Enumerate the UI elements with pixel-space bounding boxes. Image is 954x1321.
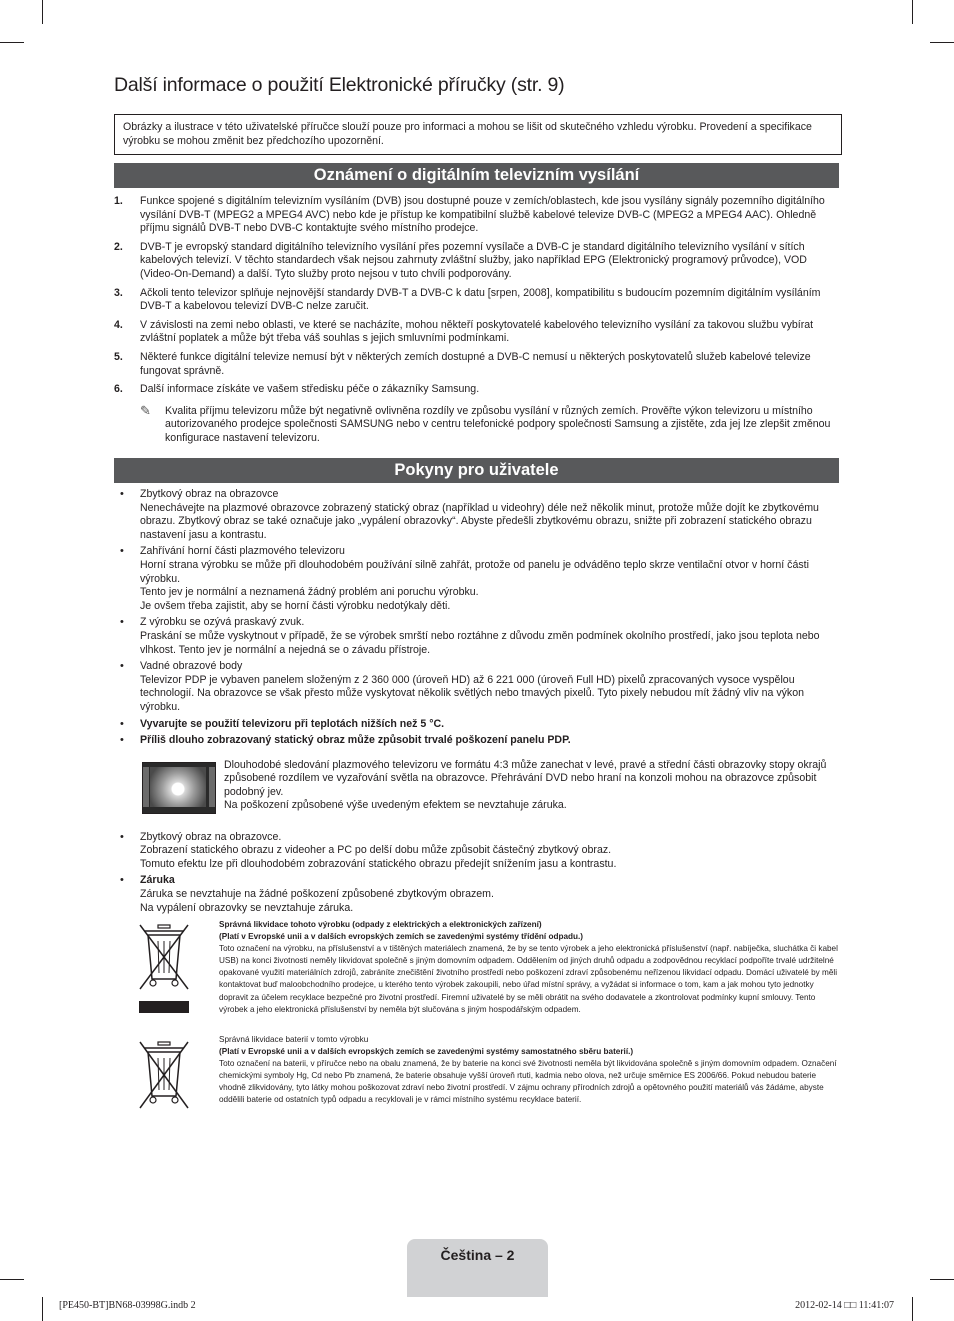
item-text: Funkce spojené s digitálním televizním vysíláním (DVB) jsou dostupné pouze v zemích/oblastech, kde jsou vysílány signály pozemního digitálního vysílání DVB-T (MPEG2 a MPEG4 AVC) nebo kde je přístup ke kompatibilní službě kabelové televize DVB-C (MPEG2 a MPEG4 AAC). Ohledně příjmu signálů DVB-T nebo DVB-C kontaktujte svého místního prodejce. (140, 195, 825, 235)
image-caption: Dlouhodobé sledování plazmového televizoru ve formátu 4:3 může zanechat v levé, pravé a střední části obrazovky stopy okrajů způsobené rozdílem ve vyzařování světla na obrazovce. Přehrávání DVD nebo hraní na konzoli mohou na obrazovce způsobit podobný jev. (224, 758, 827, 798)
disposal-subtitle: (Platí v Evropské unii a v dalších evropských zemích se zavedenými systémy třídění odpadu.) (219, 932, 584, 942)
crop-mark (912, 1297, 913, 1321)
bullet-title: Z výrobku se ozývá praskavý zvuk. (140, 616, 305, 629)
bullet-dot-icon: • (120, 488, 124, 500)
disposal-title: Správná likvidace baterií v tomto výrobku (219, 1035, 369, 1044)
bullet-title: Záruka (140, 874, 175, 887)
bullet-text: Zobrazení statického obrazu z videoher a PC po delší dobu může způsobit částečný zbytkový obraz. (140, 844, 612, 857)
page-label: Čeština – 2 (440, 1247, 515, 1263)
weee-disposal-block (114, 919, 838, 1016)
item-text: V závislosti na zemi nebo oblasti, ve které se nacházíte, mohou někteří poskytovatelé kabelového televizního vysílání za takovou službu vybírat zvláštní poplatek a může být třeba váš souhlas s jejich smluvními podmínkami. (140, 318, 814, 345)
bullet-text: Tomuto efektu lze při dlouhodobém zobrazování statického obrazu předejít snížením jasu a kontrastu. (140, 857, 617, 870)
bullet-title: Zbytkový obraz na obrazovce (140, 488, 279, 500)
item-text: Další informace získáte ve vašem středisku péče o zákazníky Samsung. (140, 383, 480, 396)
bullet-dot-icon: • (120, 545, 124, 558)
section-heading-user-instructions: Pokyny pro uživatele (114, 458, 839, 483)
list-item (114, 241, 838, 282)
disposal-title: Správná likvidace tohoto výrobku (odpady z elektrických a elektronických zařízení) (219, 920, 542, 929)
bullet-item (114, 545, 838, 613)
bullet-text: Praskání se může vyskytnout v případě, že se výrobek smrští nebo roztáhne z důvodu změn podmínek okolního prostředí, jako jsou teplota nebo vlhkost. Tento jev je normální a nejedná se o závadu přístroje. (140, 629, 820, 656)
crop-mark (930, 1279, 954, 1280)
bullet-text: Je ovšem třeba zajistit, aby se horní části výrobku nedotýkaly děti. (140, 599, 451, 612)
item-text: DVB-T je evropský standard digitálního televizního vysílání přes pozemní vysílače a DVB-C je standard digitálního televizního vysílání v sítích kabelových televizí. V těchto standardech však nejsou zahrnuty zvláštní služby, jako například EPG (Elektronický programový průvodce), VOD (Video-On-Demand) a další. Tyto služby proto nejsou v tuto chvíli podporovány. (140, 240, 807, 280)
list-item (114, 287, 838, 314)
crop-mark (930, 42, 954, 43)
bullet-item (114, 718, 838, 732)
bullet-text: Horní strana výrobku se může při dlouhodobém používání silně zahřát, protože od panelu je odváděno teplo skrze ventilační otvor v horní části výrobku. (140, 558, 809, 585)
disposal-subtitle: (Platí v Evropské unii a v dalších evropských zemích se zavedenými systémy samostatného sběru baterií.) (219, 1047, 634, 1057)
item-number: 3. (114, 286, 123, 299)
bullet-dot-icon: • (120, 717, 124, 730)
crossed-bin-icon (136, 923, 192, 1015)
item-number: 1. (114, 195, 123, 207)
page-title: Další informace o použití Elektronické příručky (str. 9) (114, 74, 565, 96)
item-number: 6. (114, 383, 123, 396)
bullet-title: Vyvarujte se použití televizoru při teplotách nižších než 5 °C. (140, 717, 445, 730)
bullet-dot-icon: • (120, 616, 124, 629)
bullet-title: Zbytkový obraz na obrazovce. (140, 830, 282, 843)
bullet-text: Tento jev je normální a neznamená žádný problém ani poruchu výrobku. (140, 586, 479, 599)
image-caption: Na poškození způsobené výše uvedeným efektem se nevztahuje záruka. (224, 799, 567, 812)
bullet-dot-icon: • (120, 830, 124, 843)
disposal-text: Toto označení na výrobku, na příslušenství a v tištěných materiálech znamená, že by se tento výrobek a jeho elektronická příslušenství (např. nabíječka, sluchátka či kabel USB) na konci životnosti neměly likvidovat společně s jiným domovním odpadem. Oddělením od jiných druhů odpadu a zodpovědnou recyklací podpoříte trvalé udržitelné opakované využití materiálních zdrojů, zabráníte znečištění životního prostředí nebo poškození zdraví způsobenému neřízenou likvidací odpadu. Domácí uživatelé by měli kontaktovat buď maloobchodního prodejce, u kterého tento výrobek zakoupili, nebo úřad místní správy, a vyžádat si informace o tom, kam a jak mohou tyto jednotky dopravit za účelem recyklace bezpečné pro životní prostředí. Firemní uživatelé by se měli obrátit na svého dodavatele a zkontrolovat podmínky kupní smlouvy. Tento výrobek a jeho elektronická příslušenství by neměla být slučována s jiným hospodářským odpadem. (219, 944, 838, 1014)
tv-screen-image (142, 762, 216, 814)
list-item (114, 195, 838, 236)
bullet-text: Záruka se nevztahuje na žádné poškození způsobené zbytkovým obrazem. (140, 888, 494, 901)
bullet-item (114, 616, 838, 657)
bullet-text: Televizor PDP je vybaven panelem složeným z 2 360 000 (úroveň HD) až 6 221 000 (úroveň Full HD) pixelů zpracovaných vysoce vyspělou technologií. Na obrazovce se však přesto může vyskytovat několik světlých nebo tmavých pixelů. Tyto pixely nebudou mít žádný vliv na výkon výrobku. (140, 673, 805, 713)
crop-mark (42, 1297, 43, 1321)
bullet-item (114, 660, 838, 714)
item-number: 2. (114, 240, 123, 253)
notice-box: Obrázky a ilustrace v této uživatelské příručce slouží pouze pro informaci a mohou se lišit od skutečného vzhledu výrobku. Provedení a specifikace výrobku se mohou změnit bez předchozího upozornění. (114, 114, 842, 155)
bullet-dot-icon: • (120, 874, 124, 887)
crop-mark (912, 0, 913, 24)
page-number-tab (407, 1239, 548, 1297)
bullet-text: Na vypálení obrazovky se nevztahuje záruka. (140, 901, 354, 914)
bullet-item (114, 874, 838, 915)
section-heading-digital-broadcast: Oznámení o digitálním televizním vysílání (114, 163, 839, 188)
slug-timestamp: 2012-02-14 □□ 11:41:07 (795, 1300, 894, 1311)
bullet-item (114, 734, 838, 748)
list-item (114, 383, 838, 397)
list-item (114, 351, 838, 378)
note-text: Kvalita příjmu televizoru může být negativně ovlivněna rozdíly ve způsobu vysílání v různých zemích. Prověřte výkon televizoru u místního autorizovaného prodejce společnosti SAMSUNG nebo v centru telefonické podpory společnosti Samsung a zjistěte, zda jej lze zlepšit změnou konfigurace nastavení televizoru. (165, 404, 831, 444)
item-number: 4. (114, 318, 123, 331)
bullet-title: Vadné obrazové body (140, 660, 243, 673)
bullet-title: Zahřívání horní části plazmového televizoru (140, 545, 345, 558)
crop-mark (0, 1279, 24, 1280)
item-text: Některé funkce digitální televize nemusí být v některých zemích dostupné a DVB-C nemusí u některých poskytovatelů služeb kabelové televize fungovat správně. (140, 350, 811, 377)
item-text: Ačkoli tento televizor splňuje nejnovější standardy DVB-T a DVB-C k datu [srpen, 2008], kompatibilitu s budoucím pozemním digitálním vysíláním DVB-T a kabelovou televizí DVB-C nelze zaručit. (140, 286, 821, 313)
slug-filename: [PE450-BT]BN68-03998G.indb 2 (59, 1300, 196, 1311)
list-item (114, 319, 838, 346)
disposal-text: Toto označení na baterii, v příručce nebo na obalu znamená, že by baterie na konci své životnosti neměla být likvidována společně s jiným domovním odpadem. Označení chemickými symboly Hg, Cd nebo Pb znamená, že baterie obsahuje vyšší úroveň rtuti, kadmia nebo olova, než určuje směrnice ES 2006/66. Pokud nebudou baterie vhodně zlikvidovány, tyto látky mohou poškozovat zdraví nebo životní prostředí. V zájmu ochrany přírodních zdrojů a opětovného použití materiálů vás žádáme, abyste oddělili baterie od ostatních typů odpadu a recyklovali je v rámci místního systému recyklace baterií. (219, 1059, 837, 1105)
note (114, 402, 838, 446)
user-instructions-list (114, 488, 838, 918)
battery-disposal-block (114, 1034, 838, 1107)
digital-broadcast-list (114, 195, 838, 446)
bullet-item (114, 488, 838, 542)
bullet-dot-icon: • (120, 660, 124, 673)
bullet-title: Příliš dlouho zobrazovaný statický obraz může způsobit trvalé poškození panelu PDP. (140, 734, 571, 747)
bullet-text: Nenechávejte na plazmové obrazovce zobrazený statický obraz (například u videohry) déle než několik minut, protože může dojít ke zbytkovému obrazu. Zbytkový obraz se také označuje jako „vypálení obrazovky“. Abyste předešli zbytkovému obrazu, snižte při zobrazení statického obrazu nastavení jasu a kontrastu. (140, 501, 819, 541)
bullet-item (114, 831, 838, 872)
crop-mark (42, 0, 43, 24)
screen-burn-example (114, 759, 838, 819)
item-number: 5. (114, 350, 123, 363)
crop-mark (0, 42, 24, 43)
pencil-note-icon: ✎ (140, 402, 151, 418)
crossed-bin-battery-icon (136, 1040, 192, 1112)
bullet-dot-icon: • (120, 734, 124, 747)
